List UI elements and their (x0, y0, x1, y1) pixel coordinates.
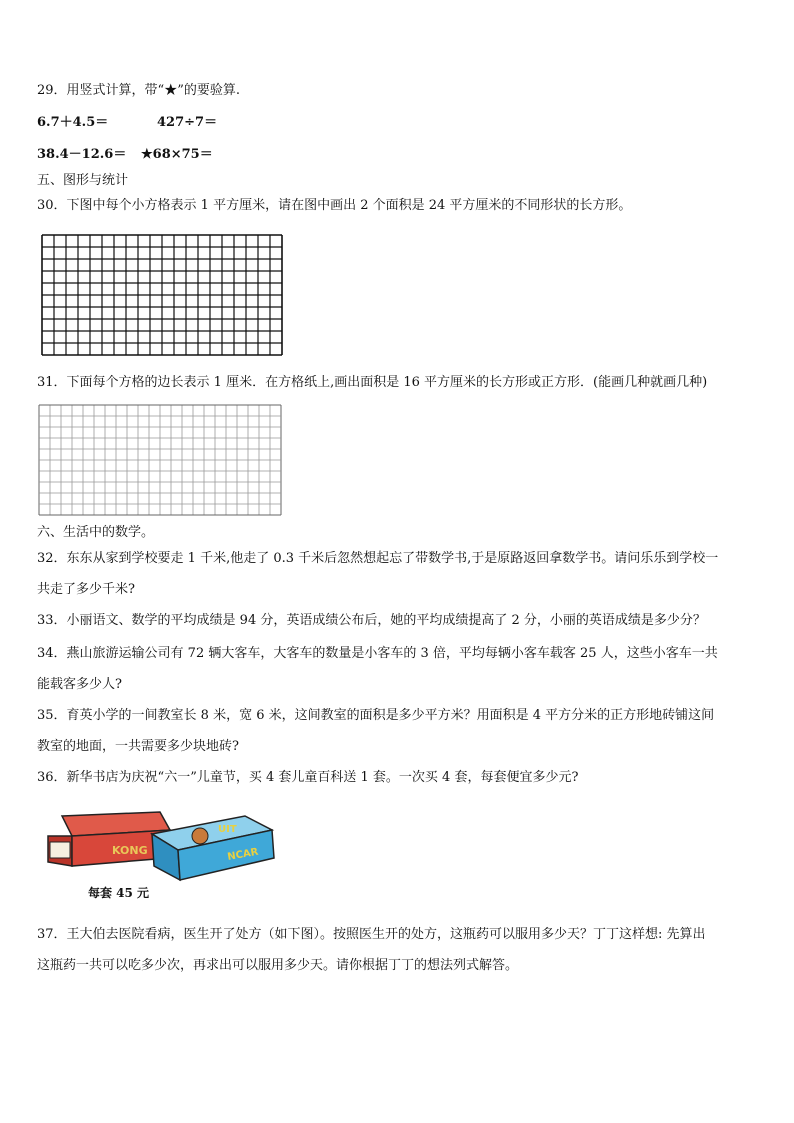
q35-line1: 35．育英小学的一间教室长 8 米，宽 6 米，这间教室的面积是多少平方米？用面积是 4 平方分米的正方形地砖铺这间 (37, 708, 715, 723)
blue-book-label: UIT (218, 824, 237, 835)
q35-line2: 教室的地面，一共需要多少块地砖? (37, 739, 239, 754)
q31-grid[interactable] (38, 404, 288, 516)
books-price-caption: 每套 45 元 (88, 886, 150, 900)
q37-line1: 37．王大伯去医院看病，医生开了处方（如下图）。按照医生开的处方，这瓶药可以服用多少天？丁丁这样想: 先算出 (37, 927, 706, 942)
red-book-label: KONG (112, 844, 148, 857)
section-6-heading: 六、生活中的数学。 (37, 525, 155, 540)
q32-line1: 32．东东从家到学校要走 1 千米,他走了 0.3 千米后忽然想起忘了带数学书,于是原路返回拿数学书。请问乐乐到学校一 (37, 551, 719, 566)
q34-line2: 能载客多少人? (37, 677, 122, 692)
q30-grid[interactable] (41, 234, 285, 358)
q36-text: 36．新华书店为庆祝“六一”儿童节，买 4 套儿童百科送 1 套。一次买 4 套，每套便宜多少元? (37, 770, 579, 785)
q31-text: 31．下面每个方格的边长表示 1 厘米．在方格纸上,画出面积是 16 平方厘米的长方形或正方形．(能画几种就画几种) (37, 375, 708, 390)
q30-text: 30．下图中每个小方格表示 1 平方厘米，请在图中画出 2 个面积是 24 平方厘米的不同形状的长方形。 (37, 198, 632, 213)
q37-line2: 这瓶药一共可以吃多少次，再求出可以服用多少天。请你根据丁丁的想法列式解答。 (37, 958, 519, 973)
q29-eq2: 427÷7＝ (157, 115, 218, 130)
q29-eq1: 6.7＋4.5＝ (37, 115, 109, 130)
q29-eq4: ★68×75＝ (141, 147, 213, 162)
books-illustration (40, 808, 280, 903)
q33-text: 33．小丽语文、数学的平均成绩是 94 分，英语成绩公布后，她的平均成绩提高了 2 分，小丽的英语成绩是多少分？ (37, 613, 706, 628)
q34-line1: 34．燕山旅游运输公司有 72 辆大客车，大客车的数量是小客车的 3 倍，平均每辆小客车载客 25 人，这些小客车一共 (37, 646, 718, 661)
q29-eq3: 38.4－12.6＝ (37, 147, 127, 162)
blue-book (152, 816, 274, 880)
q32-line2: 共走了多少千米? (37, 582, 135, 597)
section-5-heading: 五、图形与统计 (37, 173, 129, 188)
blue-book-spine-label: NCAR (226, 846, 260, 863)
q29-title: 29．用竖式计算，带“★”的要验算. (37, 83, 240, 98)
